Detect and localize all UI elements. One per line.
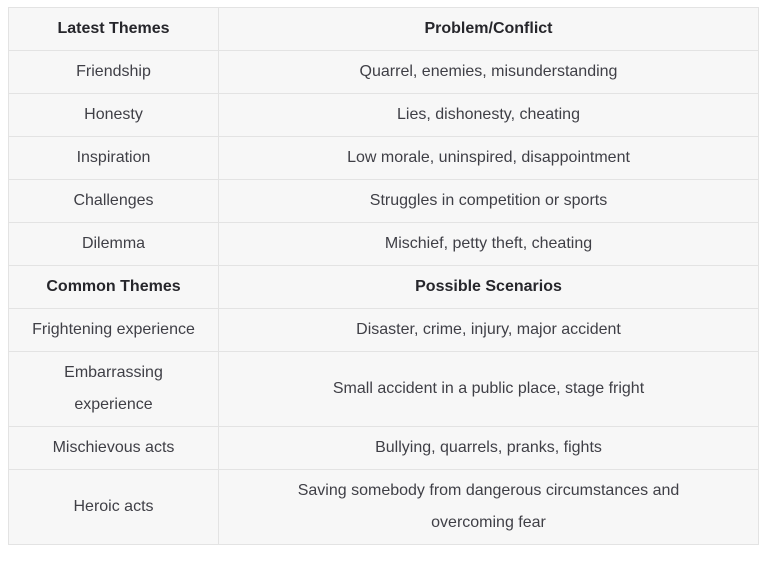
- header-latest-themes: Latest Themes: [9, 8, 219, 51]
- table-header-row: [9, 8, 759, 51]
- detail-cell: Lies, dishonesty, cheating: [219, 94, 759, 137]
- theme-cell: Heroic acts: [9, 470, 219, 545]
- detail-cell: Low morale, uninspired, disappointment: [219, 137, 759, 180]
- detail-cell: Disaster, crime, injury, major accident: [219, 309, 759, 352]
- table-row: [9, 51, 759, 94]
- theme-cell: Friendship: [9, 51, 219, 94]
- table-row: [9, 137, 759, 180]
- detail-cell: [219, 470, 759, 545]
- detail-cell: Bullying, quarrels, pranks, fights: [219, 427, 759, 470]
- table-row: [9, 94, 759, 137]
- table-row: [9, 470, 759, 545]
- table-row: [9, 180, 759, 223]
- header-common-themes: Common Themes: [9, 266, 219, 309]
- detail-cell: Small accident in a public place, stage fright: [219, 352, 759, 427]
- theme-cell: Challenges: [9, 180, 219, 223]
- theme-cell: [9, 352, 219, 427]
- themes-table: [8, 7, 759, 545]
- detail-cell: Quarrel, enemies, misunderstanding: [219, 51, 759, 94]
- theme-cell: Dilemma: [9, 223, 219, 266]
- theme-cell: Inspiration: [9, 137, 219, 180]
- table-row: [9, 352, 759, 427]
- theme-cell: Mischievous acts: [9, 427, 219, 470]
- table-row: [9, 309, 759, 352]
- theme-cell: Frightening experience: [9, 309, 219, 352]
- detail-cell: Struggles in competition or sports: [219, 180, 759, 223]
- table-row: [9, 427, 759, 470]
- header-problem-conflict: Problem/Conflict: [219, 8, 759, 51]
- header-possible-scenarios: Possible Scenarios: [219, 266, 759, 309]
- table-header-row: [9, 266, 759, 309]
- detail-cell: Mischief, petty theft, cheating: [219, 223, 759, 266]
- detail-cell-text: Saving somebody from dangerous circumstances and overcoming fear: [297, 482, 680, 531]
- table-row: [9, 223, 759, 266]
- theme-cell-text: Embarrassing experience: [64, 364, 163, 413]
- theme-cell: Honesty: [9, 94, 219, 137]
